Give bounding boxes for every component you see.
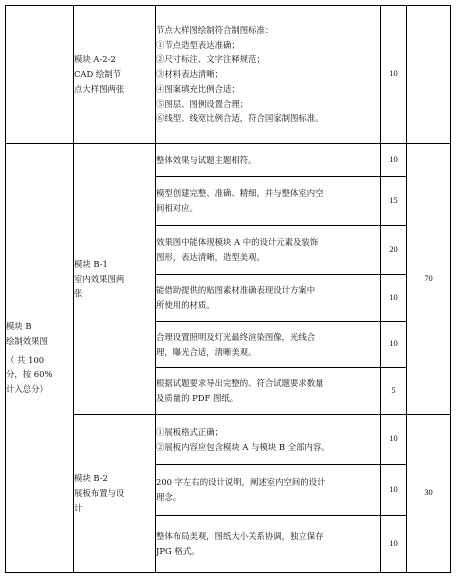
criteria-line: 所使用的材质。	[156, 300, 215, 310]
criteria-cell	[156, 144, 381, 177]
module-b-cell	[6, 144, 74, 573]
submodule-b1-cell	[74, 144, 156, 415]
submodule-line: 展板布置与设	[74, 488, 125, 499]
module-b-title: 绘制效果图	[6, 335, 48, 346]
submodule-line: 模块 A-2-2	[74, 54, 116, 65]
criteria-line: 模型创建完整、准确、精细，并与整体室内空	[156, 188, 324, 199]
criteria-line: 理念。	[156, 492, 182, 502]
submodule-a22-cell	[74, 6, 156, 144]
points-cell: 5	[381, 368, 407, 415]
points-cell: 10	[381, 322, 407, 368]
points-cell: 10	[381, 275, 407, 322]
submodule-line: CAD 绘制节	[74, 69, 121, 80]
submodule-line: 室内效果图两	[74, 273, 125, 284]
table-row	[6, 144, 451, 177]
points-cell: 10	[381, 465, 407, 516]
total-b2-cell: 30	[407, 415, 451, 573]
criteria-cell	[156, 177, 381, 226]
submodule-line: 模块 B-1	[74, 258, 108, 269]
criteria-cell	[156, 226, 381, 275]
criteria-cell	[156, 322, 381, 368]
module-b-title: 模块 B	[6, 321, 32, 332]
criteria-cell	[156, 368, 381, 415]
criteria-line: ①节点造型表达准确；	[156, 39, 240, 50]
criteria-line: ④图案填充比例合适；	[156, 83, 240, 94]
criteria-line: ①展板格式正确；	[156, 426, 223, 437]
total-b1-cell: 70	[407, 144, 451, 415]
criteria-line: 及质量的 PDF 图纸。	[156, 393, 239, 403]
points-cell: 10	[381, 516, 407, 573]
criteria-line: 效果图中能体现模块 A 中的设计元素及装饰	[156, 237, 319, 248]
criteria-line: 间相对应。	[156, 203, 198, 213]
module-b-note: 计入总分）	[6, 384, 48, 395]
criteria-cell	[156, 516, 381, 573]
total-cell-empty	[407, 6, 451, 144]
module-a-cell	[6, 6, 74, 144]
module-b-note: 分，按 60%	[6, 369, 53, 380]
criteria-line: ②展板内容应包含模块 A 与模块 B 全部内容。	[156, 441, 330, 452]
criteria-line: ②尺寸标注、文字注释规范；	[156, 54, 265, 65]
criteria-line: ⑥线型、线宽比例合适，符合国家制图标准。	[156, 113, 324, 124]
points-cell: 10	[381, 415, 407, 465]
criteria-line: ⑤图层、图例设置合理；	[156, 98, 249, 109]
criteria-line: 图形，表达清晰，造型美观。	[156, 252, 265, 262]
points-cell: 15	[381, 177, 407, 226]
table-row	[6, 6, 451, 144]
criteria-cell	[156, 465, 381, 516]
criteria-line: 节点大样图绘制符合制图标准：	[156, 25, 274, 36]
criteria-line: 理，曝光合适，清晰美观。	[156, 346, 257, 357]
criteria-line: 合理设置照明及灯光最终渲染图像，光线合	[156, 331, 316, 342]
points-cell: 10	[381, 6, 407, 144]
criteria-line: 200 字左右的设计说明，阐述室内空间的设计	[156, 477, 326, 488]
criteria-cell	[156, 275, 381, 322]
module-b-note: （ 共 100	[6, 354, 45, 365]
criteria-line: JPG 格式。	[156, 546, 200, 556]
criteria-line: 根据试题要求导出完整的、符合试题要求数量	[156, 378, 324, 389]
submodule-b2-cell	[74, 415, 156, 573]
criteria-cell	[156, 415, 381, 465]
criteria-cell	[156, 6, 381, 144]
submodule-line: 计	[74, 502, 83, 513]
submodule-line: 点大样图两张	[74, 83, 125, 94]
criteria-line: 整体布局美观，图纸大小关系协调，独立保存	[156, 531, 324, 542]
criteria-line: ③材料表达清晰；	[156, 69, 223, 80]
points-cell: 20	[381, 226, 407, 275]
submodule-line: 张	[74, 288, 83, 299]
points-cell: 10	[381, 144, 407, 177]
criteria-line: 整体效果与试题主题相符。	[156, 154, 257, 165]
criteria-line: 能借助提供的贴图素材准确表现设计方案中	[156, 285, 316, 296]
submodule-line: 模块 B-2	[74, 473, 108, 484]
scoring-table	[5, 5, 451, 573]
